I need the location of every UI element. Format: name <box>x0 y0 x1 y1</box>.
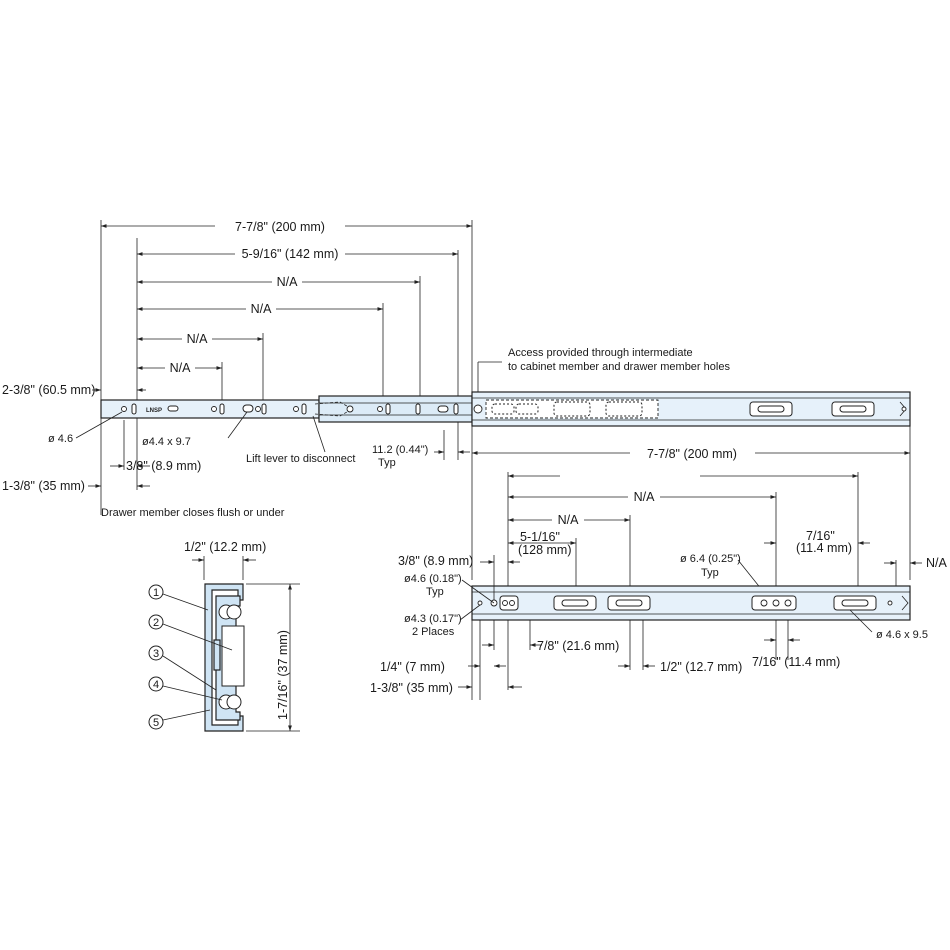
typ-112: Typ <box>378 457 396 469</box>
lift-lever-label: Lift lever to disconnect <box>246 453 356 465</box>
dim-phi46-top: ø 4.6 <box>48 433 74 445</box>
dim-na-2: N/A <box>250 302 272 316</box>
dim-138-top: 1-3/8" (35 mm) <box>2 479 85 493</box>
cabinet-view <box>370 468 948 700</box>
intermediate-member <box>319 396 472 422</box>
dim-na-cab-1: N/A <box>633 490 655 504</box>
dim-716-top-b: (11.4 mm) <box>796 541 853 555</box>
dim-na-cab-3: N/A <box>926 556 947 570</box>
dim-716-top-a: 7/16" <box>806 529 835 543</box>
dim-na-cab-2: N/A <box>557 513 579 527</box>
dim-38-top: 3/8" (8.9 mm) <box>126 459 202 473</box>
access-note-1: Access provided through intermediate <box>508 347 693 359</box>
callout-1-label: 1 <box>152 587 160 599</box>
drawer-member-profile <box>222 626 244 686</box>
dim-slot-top: ø4.4 x 9.7 <box>142 436 191 448</box>
dim-142: 5-9/16" (142 mm) <box>241 247 339 261</box>
dim-phi43: ø4.3 (0.17") <box>404 613 462 625</box>
ball-bearing-top-right <box>227 605 241 619</box>
ball-bearing-bottom-right <box>227 695 241 709</box>
typ-46: Typ <box>426 586 444 598</box>
dim-64: ø 6.4 (0.25") <box>680 553 741 565</box>
section-view <box>149 540 300 731</box>
callout-5-label: 5 <box>152 717 160 729</box>
typ-64: Typ <box>701 567 719 579</box>
top-view <box>2 218 910 580</box>
logo-mark: LNSP <box>146 408 163 414</box>
callout-3-label: 3 <box>152 648 160 660</box>
dim-overall-drawer: 7-7/8" (200 mm) <box>235 220 325 234</box>
dim-na-4: N/A <box>169 361 191 375</box>
callout-4-label: 4 <box>152 679 160 691</box>
access-note-2: to cabinet member and drawer member holes <box>508 361 730 373</box>
flush-note: Drawer member closes flush or under <box>101 507 285 519</box>
dim-na-1: N/A <box>276 275 298 289</box>
dim-60: 2-3/8" (60.5 mm) <box>2 383 96 397</box>
two-places: 2 Places <box>412 626 455 638</box>
dim-138-cab: 1-3/8" (35 mm) <box>370 681 453 695</box>
dim-78: 7/8" (21.6 mm) <box>537 639 620 653</box>
dim-overall-cabinet: 7-7/8" (200 mm) <box>647 447 737 461</box>
dim-128-a: 5-1/16" <box>520 530 560 544</box>
dim-14: 1/4" (7 mm) <box>380 660 445 674</box>
callout-2-label: 2 <box>152 617 160 629</box>
dim-phi46-018: ø4.6 (0.18") <box>404 573 462 585</box>
dim-slot-cab: ø 4.6 x 9.5 <box>876 629 928 641</box>
dim-12: 1/2" (12.7 mm) <box>660 660 743 674</box>
dim-112: 11.2 (0.44") <box>372 444 429 456</box>
dim-section-height: 1-7/16" (37 mm) <box>276 630 290 720</box>
dim-na-3: N/A <box>186 332 208 346</box>
dim-128-b: (128 mm) <box>518 543 572 557</box>
dim-38-cab: 3/8" (8.9 mm) <box>398 554 474 568</box>
dim-716-bot: 7/16" (11.4 mm) <box>752 655 841 669</box>
dim-section-width: 1/2" (12.2 mm) <box>184 540 267 554</box>
